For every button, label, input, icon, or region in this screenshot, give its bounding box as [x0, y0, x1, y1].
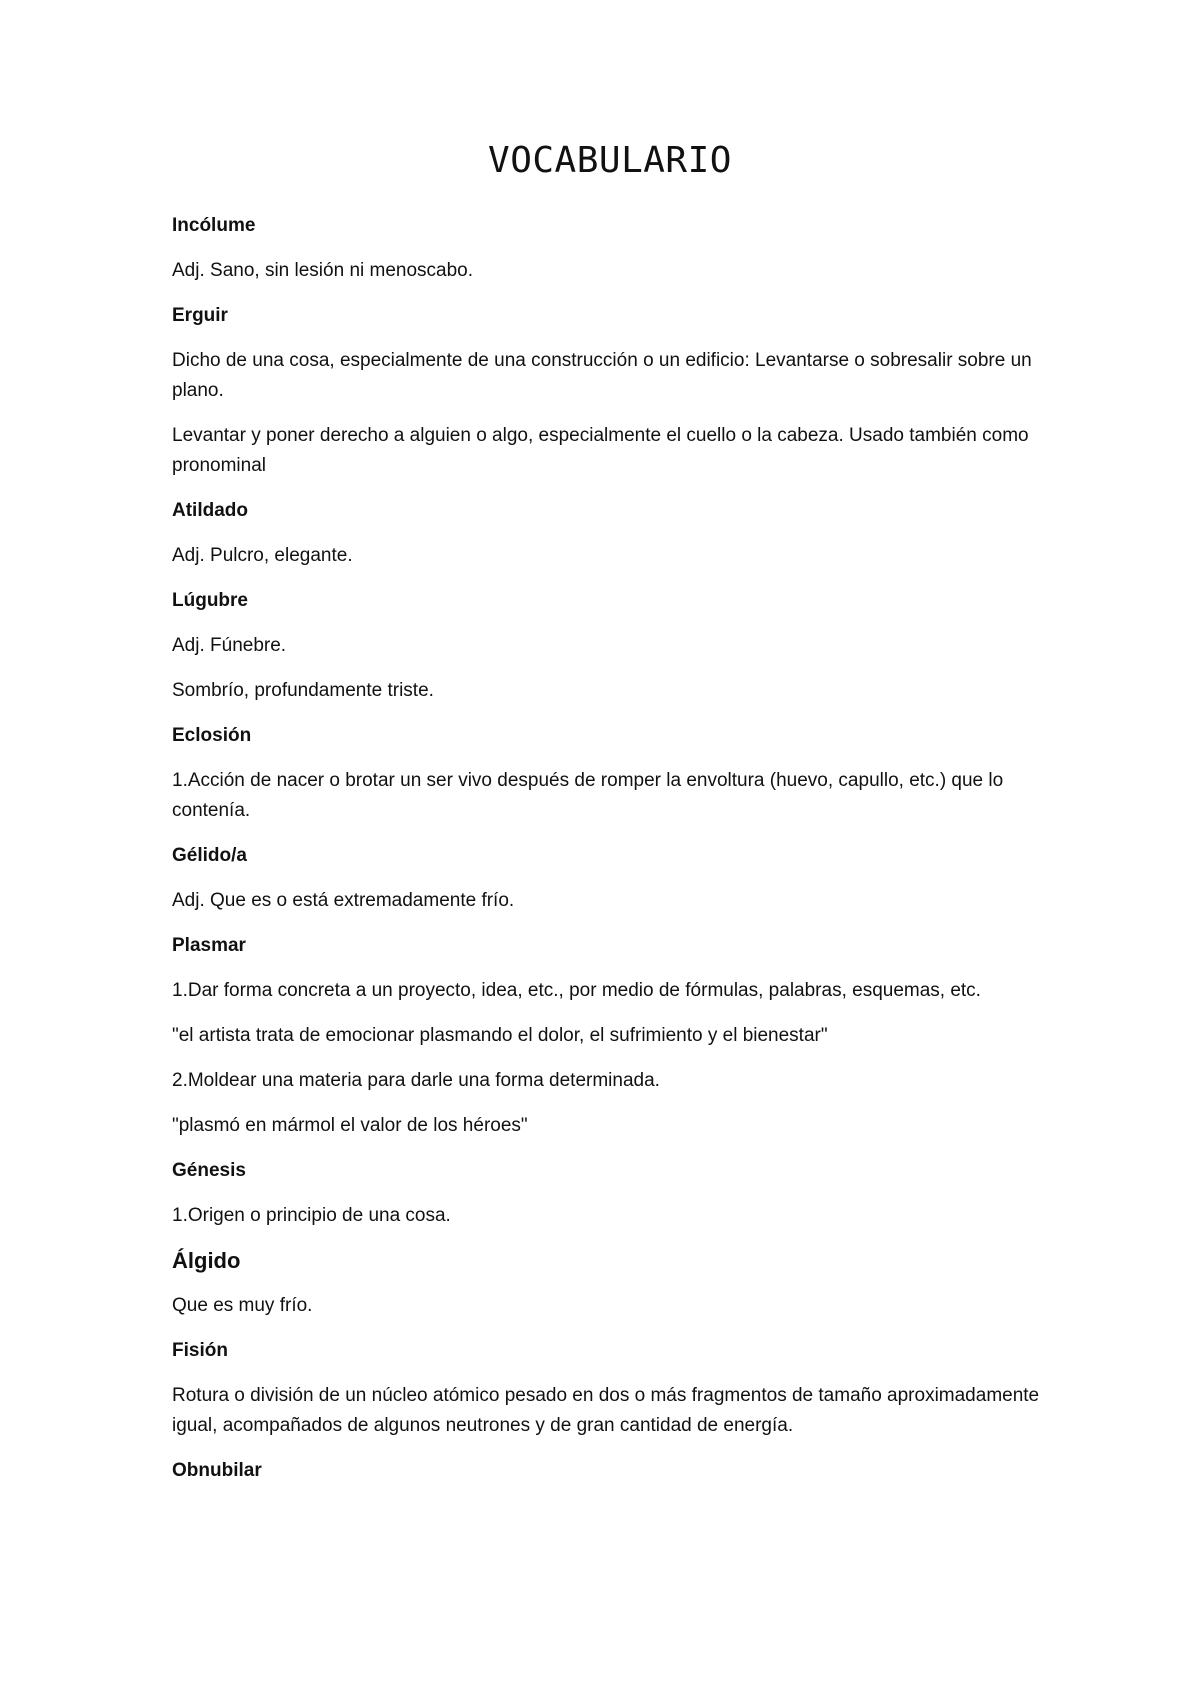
term-heading: Gélido/a — [172, 845, 247, 866]
term-heading: Obnubilar — [172, 1460, 262, 1481]
term-definition: Levantar y poner derecho a alguien o algo, especialmente el cuello o la cabeza. Usado también como pronominal — [172, 425, 1029, 476]
term-definition: Rotura o división de un núcleo atómico pesado en dos o más fragmentos de tamaño aproximadamente igual, acompañados de algunos neutrones y de gran cantidad de energía. — [172, 1385, 1040, 1436]
term-heading: Erguir — [172, 305, 228, 326]
term-definition: 1.Dar forma concreta a un proyecto, idea, etc., por medio de fórmulas, palabras, esquemas, etc. — [172, 980, 981, 1001]
term-heading: Álgido — [172, 1248, 241, 1273]
term-example: "plasmó en mármol el valor de los héroes" — [172, 1115, 528, 1136]
term-heading: Plasmar — [172, 935, 246, 956]
term-heading: Fisión — [172, 1340, 228, 1361]
term-definition: Dicho de una cosa, especialmente de una construcción o un edificio: Levantarse o sobresalir sobre un plano. — [172, 350, 1032, 401]
term-definition: Adj. Fúnebre. — [172, 635, 287, 656]
vocabulary-list — [172, 211, 1042, 1501]
term-heading: Eclosión — [172, 725, 252, 746]
term-definition: Sombrío, profundamente triste. — [172, 680, 434, 701]
term-definition: Que es muy frío. — [172, 1295, 313, 1316]
term-heading: Lúgubre — [172, 590, 248, 611]
term-definition: Adj. Pulcro, elegante. — [172, 545, 353, 566]
term-heading: Atildado — [172, 500, 248, 521]
term-definition: 1.Origen o principio de una cosa. — [172, 1205, 451, 1226]
term-definition: Adj. Sano, sin lesión ni menoscabo. — [172, 260, 474, 281]
term-heading: Incólume — [172, 215, 256, 236]
term-definition: Adj. Que es o está extremadamente frío. — [172, 890, 515, 911]
term-example: "el artista trata de emocionar plasmando el dolor, el sufrimiento y el bienestar" — [172, 1025, 828, 1046]
term-definition: 1.Acción de nacer o brotar un ser vivo después de romper la envoltura (huevo, capullo, etc.) que lo contenía. — [172, 770, 1004, 821]
term-heading: Génesis — [172, 1160, 246, 1181]
term-definition: 2.Moldear una materia para darle una forma determinada. — [172, 1070, 660, 1091]
page-title: VOCABULARIO — [488, 140, 732, 181]
